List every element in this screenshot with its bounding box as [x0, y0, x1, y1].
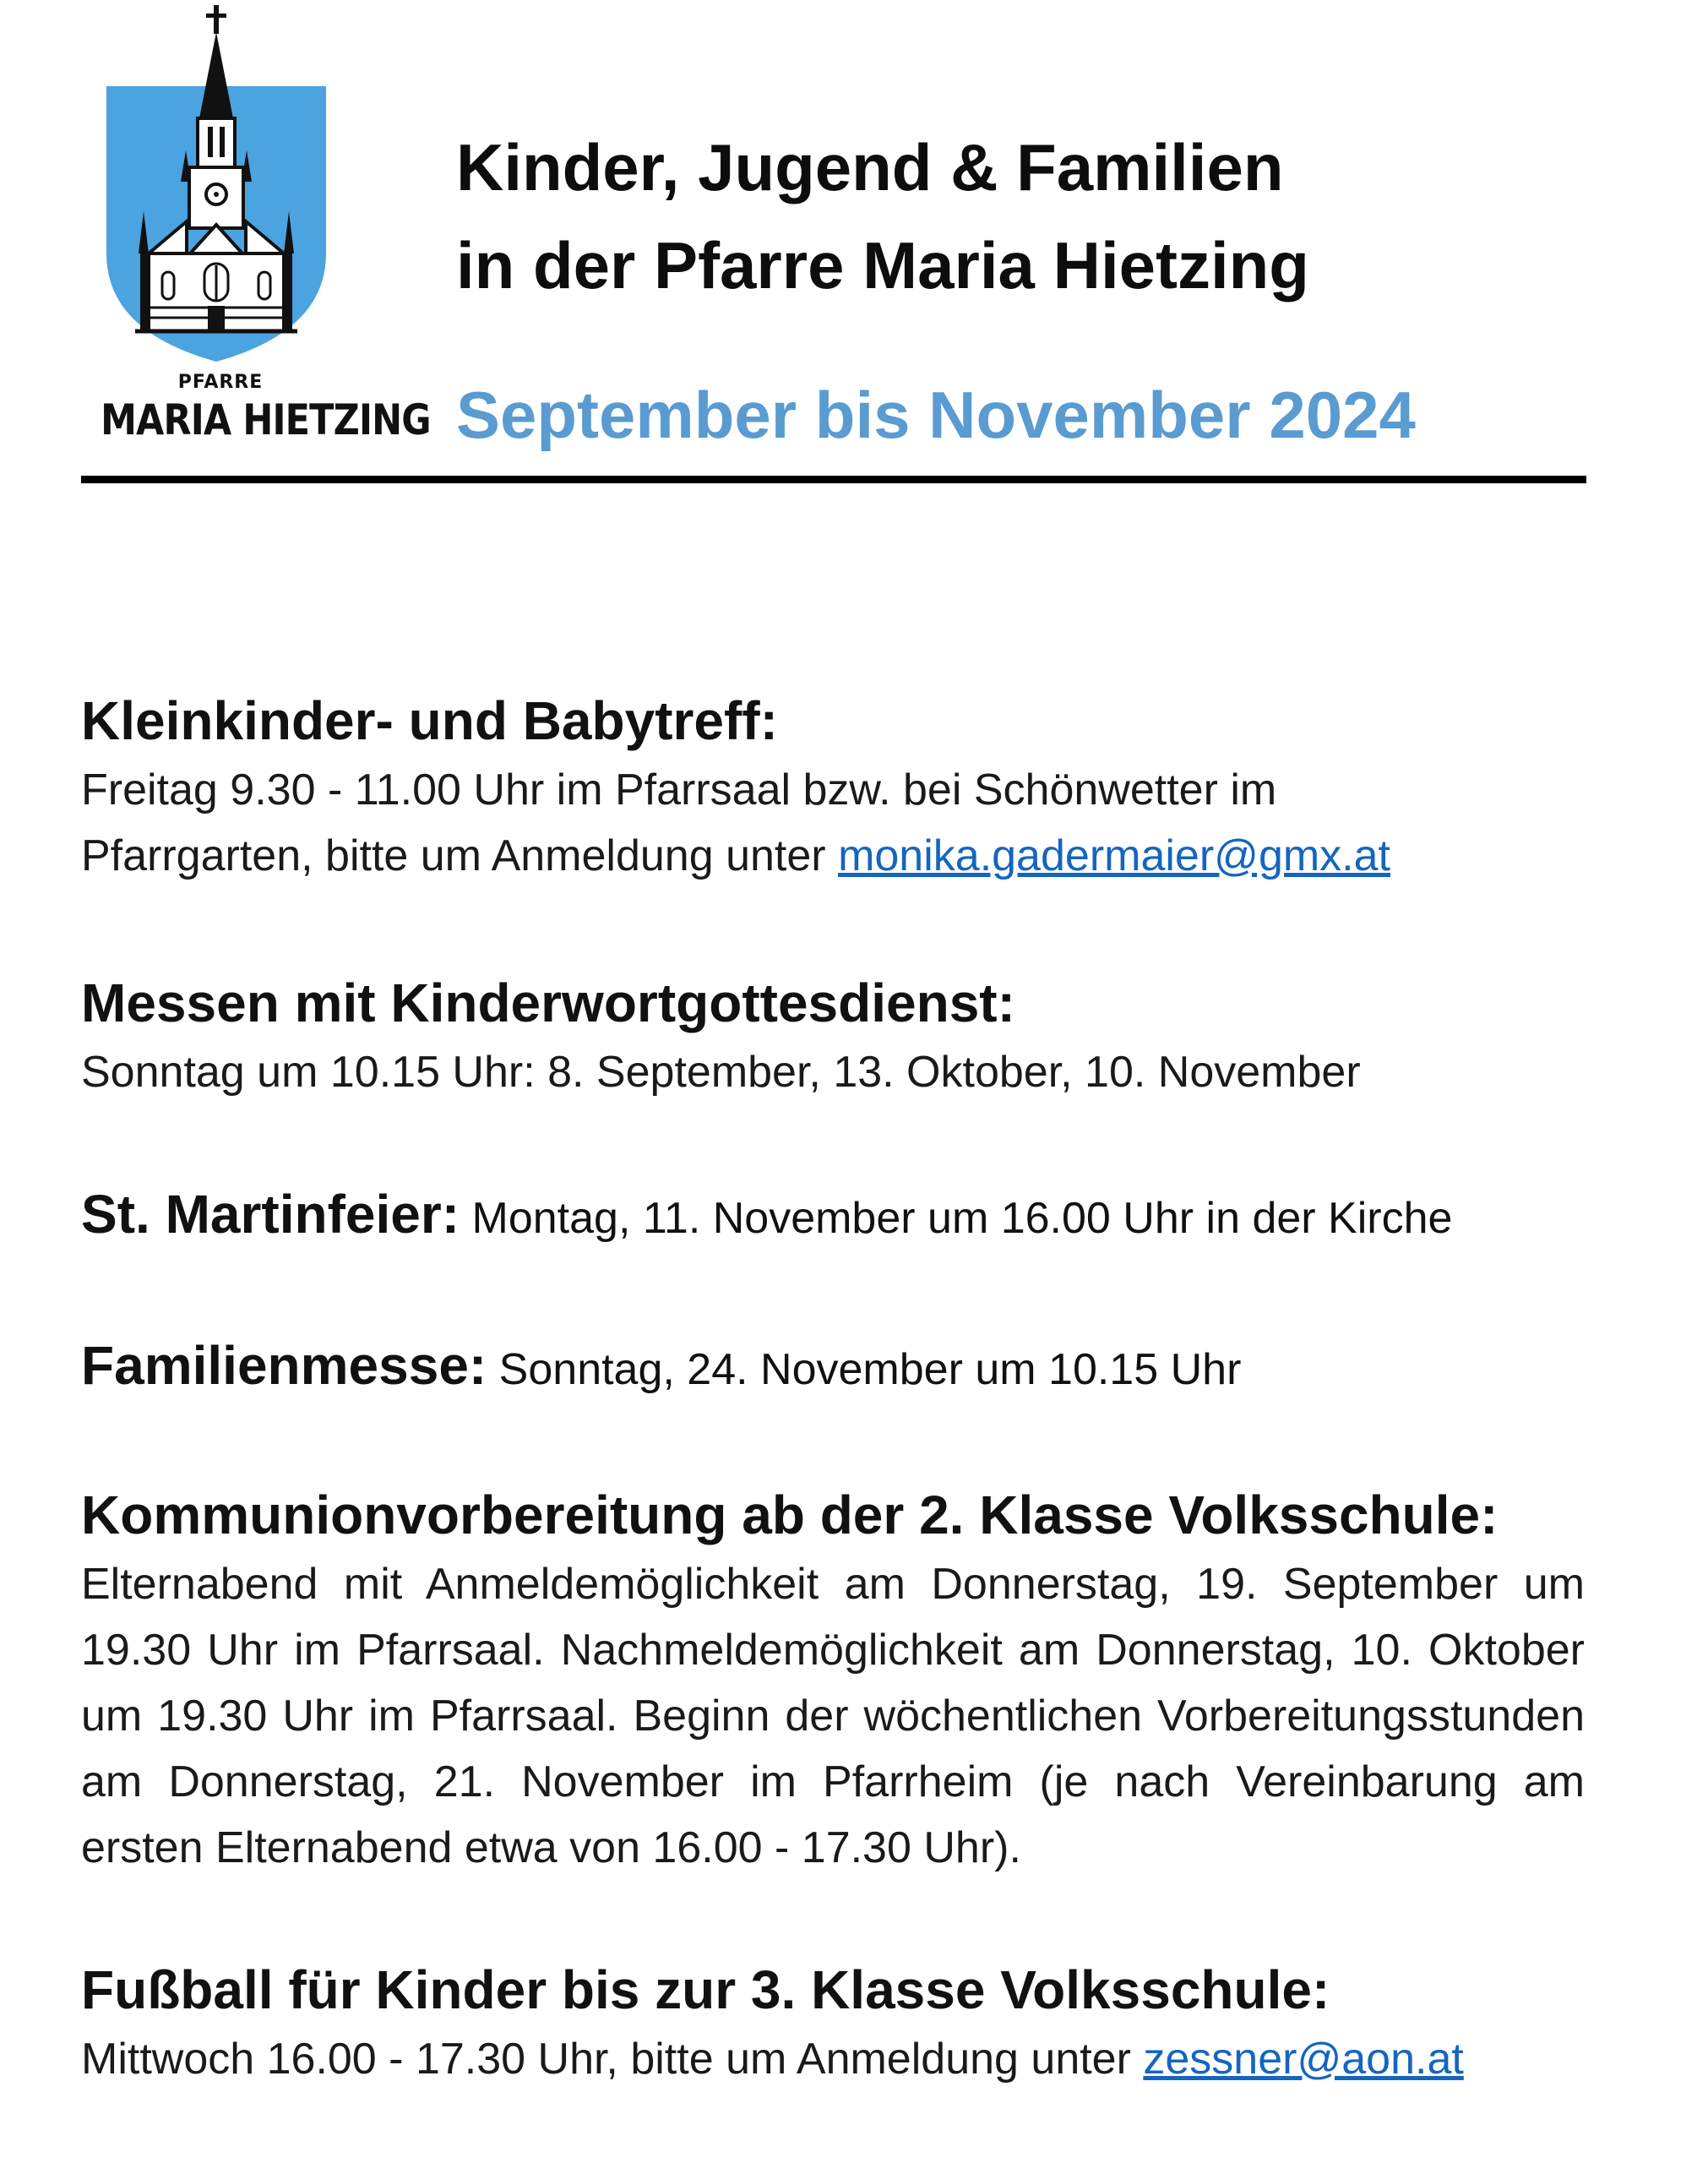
- section-heading-line: [81, 1178, 1585, 1255]
- section-text-main: Mittwoch 16.00 - 17.30 Uhr, bitte um Anmeldung unter: [81, 2035, 1144, 2084]
- logo-wordmark: MARIA HIETZING: [101, 395, 431, 444]
- section-heading: Kommunionvorbereitung ab der 2. Klasse Volksschule:: [81, 1485, 1499, 1545]
- section-heading: Kleinkinder- und Babytreff:: [81, 690, 778, 751]
- section-text: Sonntag, 24. November um 10.15 Uhr: [487, 1345, 1242, 1394]
- page-title: [456, 118, 1309, 314]
- section-martinfeier: [81, 1178, 1585, 1255]
- header-divider: [81, 476, 1586, 483]
- section-text-line2: Pfarrgarten, bitte um Anmeldung unter: [81, 831, 839, 880]
- page-title-line2: in der Pfarre Maria Hietzing: [456, 228, 1309, 302]
- section-heading: Familienmesse:: [81, 1335, 487, 1396]
- page-subtitle: September bis November 2024: [456, 378, 1416, 452]
- section-text: [81, 757, 1585, 889]
- section-text: Montag, 11. November um 16.00 Uhr in der Kirche: [460, 1194, 1453, 1243]
- section-text: Sonntag um 10.15 Uhr: 8. September, 13. Oktober, 10. November: [81, 1048, 1361, 1097]
- section-heading: St. Martinfeier:: [81, 1184, 460, 1245]
- main-content: [81, 684, 1585, 2092]
- section-kommunion: [81, 1479, 1585, 1881]
- section-text: [81, 2026, 1585, 2092]
- section-heading-line: [81, 1329, 1585, 1406]
- page-title-line1: Kinder, Jugend & Familien: [456, 130, 1284, 204]
- section-familienmesse: [81, 1329, 1585, 1406]
- section-babytreff: [81, 684, 1585, 889]
- section-heading: Messen mit Kinderwortgottesdienst:: [81, 973, 1015, 1033]
- email-link-zessner[interactable]: zessner@aon.at: [1143, 2035, 1464, 2084]
- section-text: Elternabend mit Anmeldemöglichkeit am Donnerstag, 19. September um 19.30 Uhr im Pfarrsaal. Nachmeldemöglichkeit am Donnerstag, 10. Oktober um 19.30 Uhr im Pfarrsaal. Beginn der wöchentlichen Vorbereitungsstunden am Donnerstag, 21. November im Pfarrheim (je nach Vereinbarung am ersten Elternabend etwa von 16.00 - 17.30 Uhr).: [81, 1560, 1585, 1872]
- logo-subtitle: PFARRE: [177, 372, 264, 393]
- email-link-gadermaier[interactable]: monika.gadermaier@gmx.at: [838, 831, 1390, 880]
- section-heading: Fußball für Kinder bis zur 3. Klasse Volksschule:: [81, 1959, 1330, 2020]
- section-messen: [81, 967, 1585, 1105]
- section-text-line1: Freitag 9.30 - 11.00 Uhr im Pfarrsaal bzw. bei Schönwetter im: [81, 765, 1277, 815]
- parish-logo: [81, 0, 431, 456]
- church-icon: [81, 0, 360, 372]
- section-fussball: [81, 1953, 1585, 2092]
